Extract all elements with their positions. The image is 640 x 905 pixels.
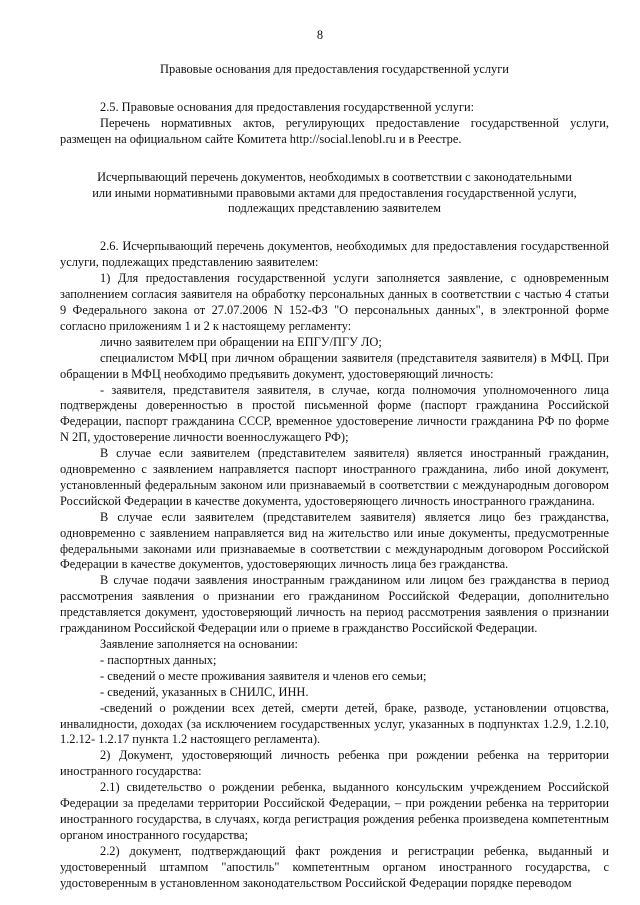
heading-legal-basis: Правовые основания для предоставления государственной услуги [160, 62, 509, 76]
paragraph-2: 2) Документ, удостоверяющий личность ребенка при рождении ребенка на территории иностранного государства: [60, 748, 609, 779]
list-item: - паспортных данных; [100, 652, 217, 667]
paragraph-stateless: В случае если заявителем (представителем заявителя) является лицо без гражданства, одновременно с заявлением направляется вид на жительство или иные документы, предусмотренные федеральными законами или признаваемые в соответствии с международным договором Российской Федерации в качестве документов, удостоверяющих личность лица без гражданства. [60, 509, 609, 572]
paragraph-1: 1) Для предоставления государственной услуги заполняется заявление, с одновременным заполнением согласия заявителя на обработку персональных данных в соответствии с частью 4 статьи 9 Федерального закона от 27.07.2006 N 152-ФЗ "О персональных данных", в электронной форме согласно приложениям 1 и 2 к настоящему регламенту: [60, 271, 609, 333]
paragraph-foreign-citizen: В случае если заявителем (представителем заявителя) является иностранный гражданин, одновременно с заявлением направляется паспорт иностранного гражданина, либо иной документ, установленный федеральным законом или признаваемый в соответствии с международным договором Российской Федерации в качестве документа, удостоверяющего личность иностранного гражданина. [60, 446, 609, 508]
document-body [60, 62, 609, 892]
heading-documents-line: подлежащих представлению заявителем [227, 201, 441, 216]
paragraph-applicant: - заявителя, представителя заявителя, в случае, когда полномочия уполномоченного лица подтверждены доверенностью в простой письменной форме (паспорт гражданина Российской Федерации, паспорт гражданина СССР, временное удостоверение личности гражданина РФ по форме N 2П, удостоверение личности военнослужащего РФ); [60, 382, 609, 445]
list-item: - сведений о месте проживания заявителя и членов его семьи; [100, 668, 427, 683]
heading-documents-line: или иными нормативными правовыми актами для предоставления государственной услуги, [92, 185, 577, 200]
paragraph-basis: Заявление заполняется на основании: [100, 637, 298, 651]
paragraph-2-5-title: 2.5. Правовые основания для предоставления государственной услуги: [100, 99, 475, 114]
heading-documents [60, 170, 609, 218]
list-item: - сведений, указанных в СНИЛС, ИНН. [100, 684, 309, 699]
heading-documents-line: Исчерпывающий перечень документов, необходимых в соответствии с законодательными [97, 169, 572, 184]
paragraph-citizenship: В случае подачи заявления иностранным гражданином или лицом без гражданства в период рассмотрения заявления о признании его гражданином Российской Федерации, дополнительно представляется документ, удостоверяющий личность на период рассмотрения заявления о признании гражданином Российской Федерации или о приеме в гражданство Российской Федерации. [60, 573, 609, 636]
paragraph-2-5-text: Перечень нормативных актов, регулирующих предоставление государственной услуги, размещен на официальном сайте Комитета http://social.lenobl.ru и в Реестре. [60, 115, 609, 146]
paragraph-2-1: 2.1) свидетельство о рождении ребенка, выданного консульским учреждением Российской Федерации за пределами территории Российской Федерации, – при рождении ребенка на территории иностранного государства, в случаях, когда регистрация рождения ребенка произведена компетентным органом иностранного государства; [60, 780, 609, 842]
paragraph-mfc: специалистом МФЦ при личном обращении заявителя (представителя заявителя) в МФЦ. При обращении в МФЦ необходимо предъявить документ, удостоверяющий личность: [60, 350, 609, 381]
paragraph-2-6: 2.6. Исчерпывающий перечень документов, необходимых для предоставления государственной услуги, подлежащих представлению заявителем: [60, 239, 609, 270]
paragraph-birth-info: -сведений о рождении всех детей, смерти детей, браке, разводе, установлении отцовства, инвалидности, доходах (за исключением государственных услуг, указанных в подпунктах 1.2.9, 1.2.10, 1.2.12- 1.2.17 пункта 1.2 настоящего регламента). [60, 700, 609, 747]
page-number: 8 [316, 28, 324, 42]
paragraph-personal: лично заявителем при обращении на ЕПГУ/ПГУ ЛО; [100, 334, 382, 349]
paragraph-2-2: 2.2) документ, подтверждающий факт рождения и регистрации ребенка, выданный и удостоверенный штампом "апостиль" компетентным органом иностранного государства, с удостоверенным в установленном законодательством Российской Федерации порядке переводом [60, 843, 609, 890]
